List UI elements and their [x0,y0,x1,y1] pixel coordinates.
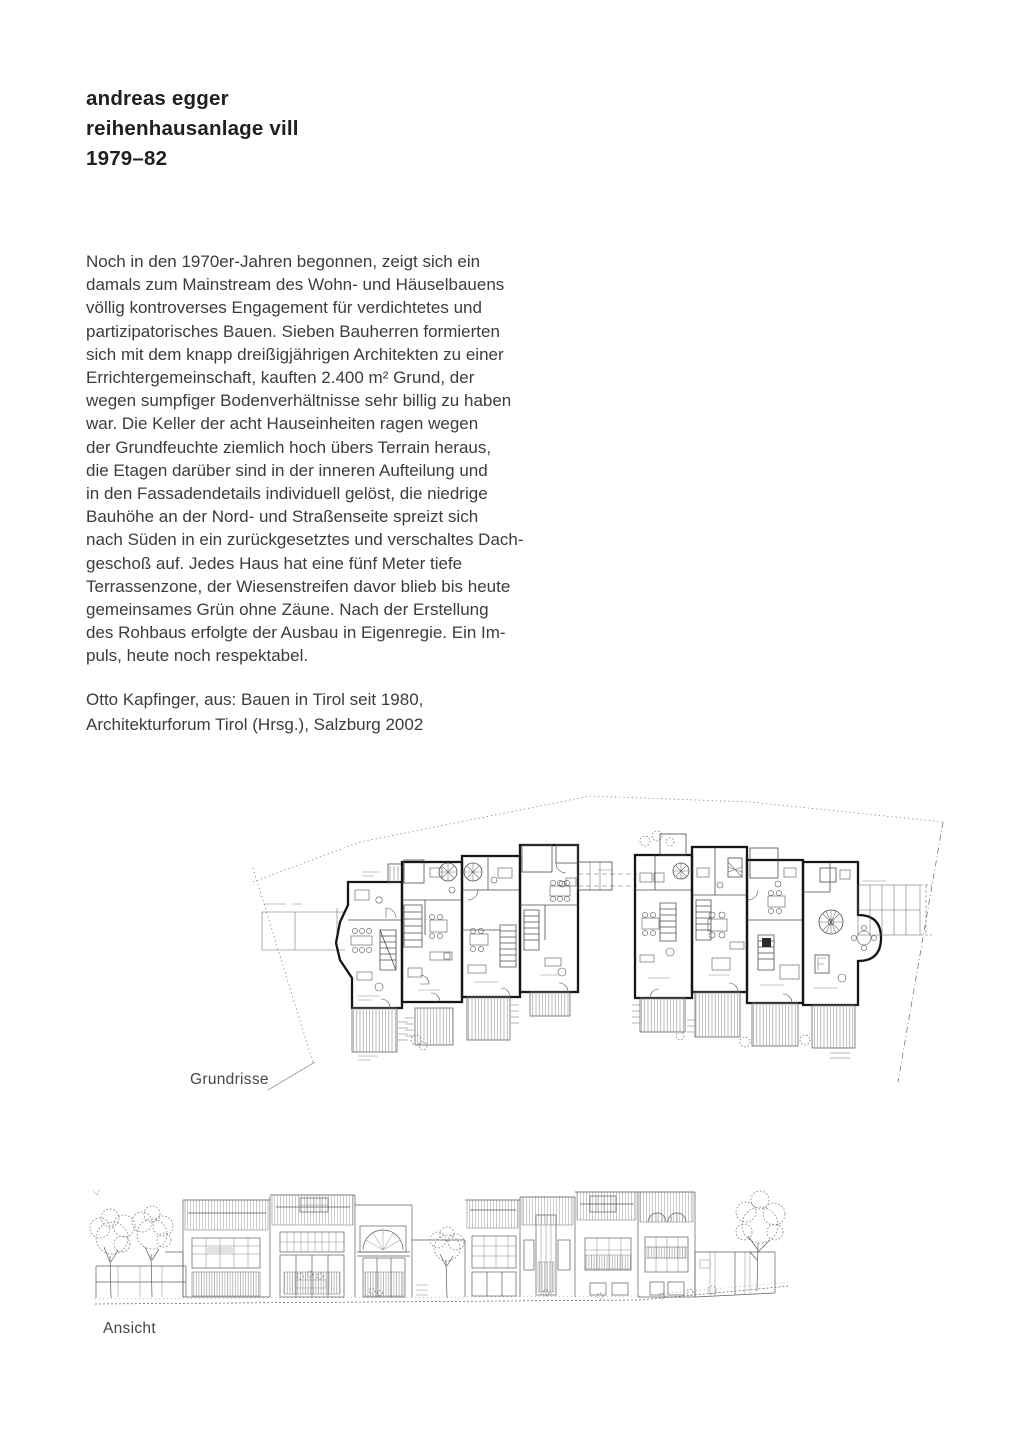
plan-caption: Grundrisse [190,1071,269,1088]
citation-line: Architekturforum Tirol (Hrsg.), Salzburg 2002 [86,714,424,734]
house-unit [336,864,403,1008]
facade-unit [183,1196,270,1297]
body-line: Noch in den 1970er-Jahren begonnen, zeigt sich ein [86,252,481,271]
tree-icon [430,1227,464,1298]
body-line: gemeinsames Grün ohne Zäune. Nach der Erstellung [86,600,489,620]
connecting-path [578,870,637,886]
house-unit [692,847,747,992]
body-line: in den Fassadendetails individuell gelöst, die niedrige [86,484,488,504]
house-unit [635,831,692,998]
pergola [858,881,932,935]
title-line-years: 1979–82 [86,147,168,170]
body-line: die Etagen darüber sind in der inneren Aufteilung und [86,460,488,480]
body-line: völlig kontroverses Engagement für verdichtetes und [86,298,482,318]
facade-unit [465,1197,520,1297]
facade-unit [270,1195,355,1297]
body-line: damals zum Mainstream des Wohn- und Häuselbauens [86,275,505,295]
body-text [86,250,524,668]
garden-wall [96,1252,186,1298]
house-unit [520,845,578,992]
title-line-architect: andreas egger [86,87,229,110]
body-line: war. Die Keller der acht Hauseinheiten ragen wegen [86,414,479,434]
page-title [86,84,299,174]
garden-fence [262,904,345,950]
stray-mark [93,1190,99,1195]
body-line: sich mit dem knapp dreißigjährigen Architekten zu einer [86,344,504,364]
body-line: Terrassenzone, der Wiesenstreifen davor blieb bis heute [86,576,511,596]
facade-unit-fanlight [355,1205,412,1297]
elevation-caption: Ansicht [103,1320,156,1337]
facade-link [412,1240,465,1297]
house-unit [803,862,881,1005]
elevation-drawing [85,1180,805,1330]
facade-unit-double-fanlight [638,1192,695,1299]
tree-icon [736,1191,785,1291]
body-line: des Rohbaus erfolgte der Ausbau in Eigenregie. Ein Im- [86,623,506,643]
house-unit [747,848,803,1003]
house-unit [462,856,520,997]
body-line: nach Süden in ein zurückgesetztes und verschaltes Dach- [86,530,524,550]
floor-plan-drawing [250,780,960,1100]
body-line: wegen sumpfiger Bodenverhältnisse sehr billig zu haben [86,391,512,411]
terraces-right [632,992,855,1058]
body-line: puls, heute noch respektabel. [86,646,309,666]
body-line: Errichtergemeinschaft, kauften 2.400 m² Grund, der [86,368,475,388]
body-line: der Grundfeuchte ziemlich hoch übers Terrain heraus, [86,437,492,457]
tree-icon [90,1206,173,1298]
body-line: partizipatorisches Bauen. Sieben Bauherren formierten [86,321,500,341]
citation [86,688,423,737]
house-unit [402,860,462,1002]
body-line: geschoß auf. Jedes Haus hat eine fünf Meter tiefe [86,553,463,573]
facade-unit [575,1192,638,1299]
body-line: Bauhöhe an der Nord- und Straßenseite spreizt sich [86,507,479,527]
facade-unit [520,1197,575,1297]
title-line-project: reihenhausanlage vill [86,117,299,140]
citation-line: Otto Kapfinger, aus: Bauen in Tirol seit 1980, [86,690,424,709]
